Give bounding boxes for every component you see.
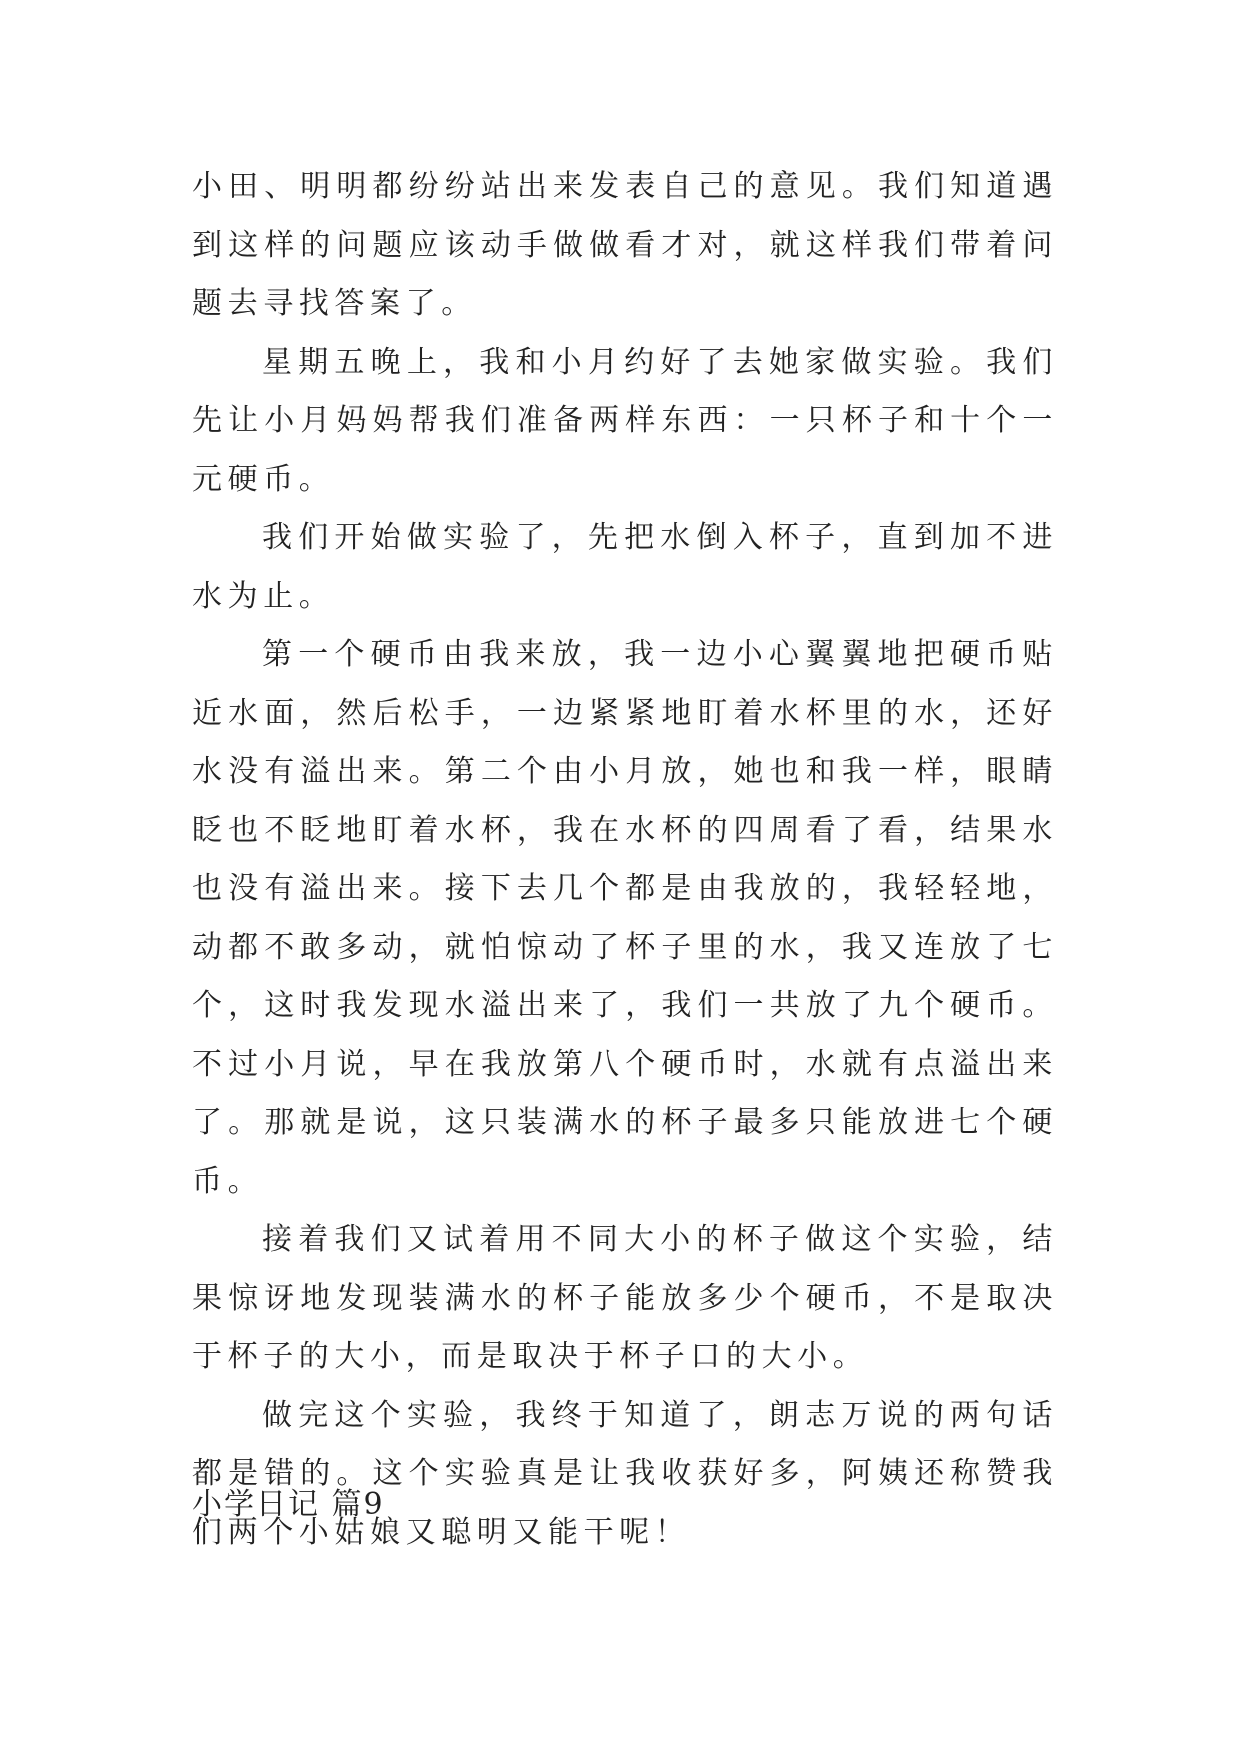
paragraph-4: 第一个硬币由我来放，我一边小心翼翼地把硬币贴近水面，然后松手，一边紧紧地盯着水杯里的水，还好水没有溢出来。第二个由小月放，她也和我一样，眼睛眨也不眨地盯着水杯，我在水杯的四周看了看，结果水也没有溢出来。接下去几个都是由我放的，我轻轻地，动都不敢多动，就怕惊动了杯子里的水，我又连放了七个，这时我发现水溢出来了，我们一共放了九个硬币。不过小月说，早在我放第八个硬币时，水就有点溢出来了。那就是说，这只装满水的杯子最多只能放进七个硬币。 xyxy=(192,637,1058,1199)
document-body xyxy=(192,158,1058,1562)
paragraph-2: 星期五晚上，我和小月约好了去她家做实验。我们先让小月妈妈帮我们准备两样东西：一只杯子和十个一元硬币。 xyxy=(192,344,1058,497)
paragraph-1: 小田、明明都纷纷站出来发表自己的意见。我们知道遇到这样的问题应该动手做做看才对，就这样我们带着问题去寻找答案了。 xyxy=(192,169,1058,321)
paragraph-6: 做完这个实验，我终于知道了，朗志万说的两句话都是错的。这个实验真是让我收获好多，阿姨还称赞我们两个小姑娘又聪明又能干呢！ xyxy=(192,1397,1058,1550)
paragraph-5: 接着我们又试着用不同大小的杯子做这个实验，结果惊讶地发现装满水的杯子能放多少个硬币，不是取决于杯子的大小，而是取决于杯子口的大小。 xyxy=(192,1222,1058,1374)
paragraph-3: 我们开始做实验了，先把水倒入杯子，直到加不进水为止。 xyxy=(192,520,1058,614)
section-heading: 小学日记 篇9 xyxy=(192,1487,385,1522)
